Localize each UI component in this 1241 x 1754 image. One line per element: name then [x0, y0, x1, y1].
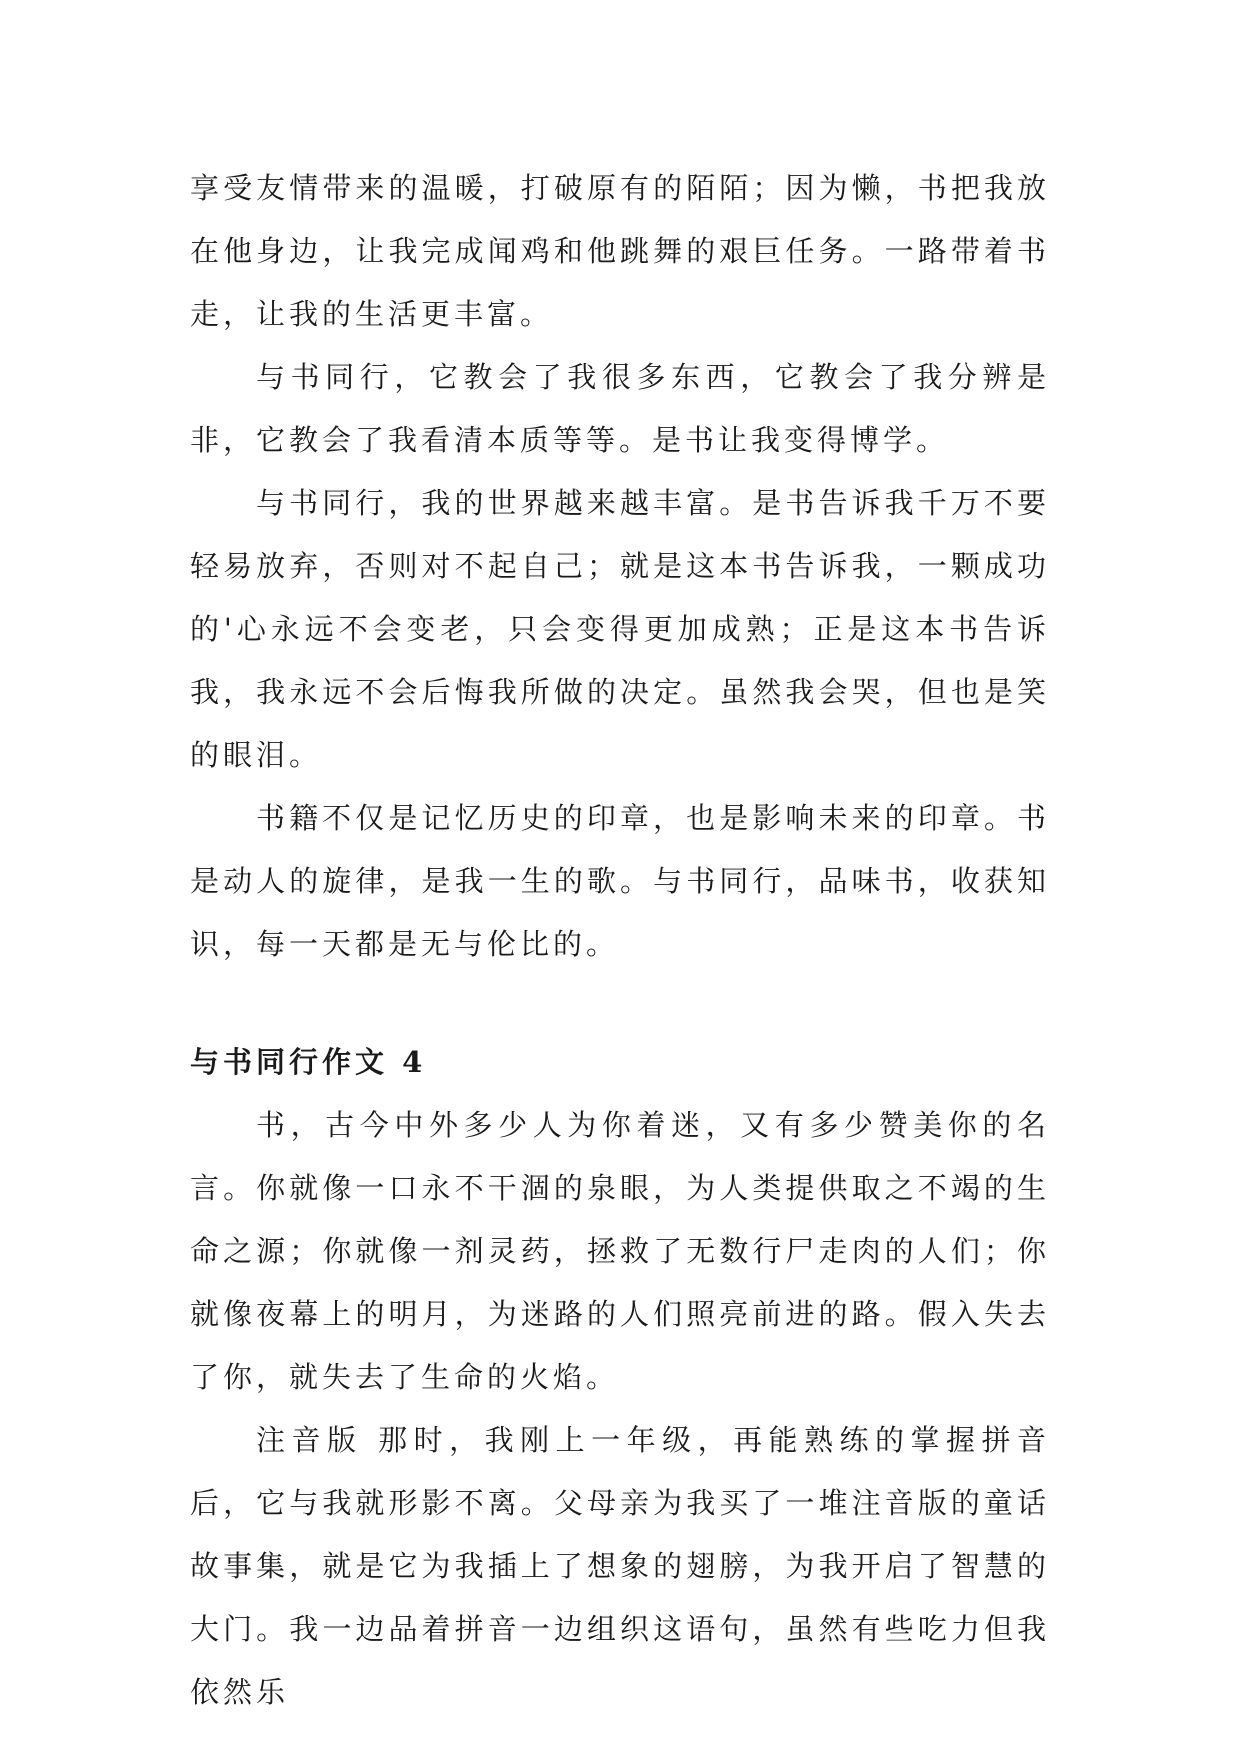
paragraph-3: 与书同行，我的世界越来越丰富。是书告诉我千万不要轻易放弃，否则对不起自己；就是这本书告诉我，一颗成功的'心永远不会变老，只会变得更加成熟；正是这本书告诉我，我永远不会后悔我所做的决定。虽然我会哭，但也是笑的眼泪。: [190, 486, 1050, 772]
section-heading: 与书同行作文 4: [190, 1045, 427, 1079]
paragraph-2: 与书同行，它教会了我很多东西，它教会了我分辨是非，它教会了我看清本质等等。是书让我变得博学。: [190, 360, 1050, 457]
paragraph-5: 书，古今中外多少人为你着迷，又有多少赞美你的名言。你就像一口永不干涸的泉眼，为人类提供取之不竭的生命之源；你就像一剂灵药，拯救了无数行尸走肉的人们；你就像夜幕上的明月，为迷路的人们照亮前进的路。假入失去了你，就失去了生命的火焰。: [190, 1108, 1050, 1394]
paragraph-4: 书籍不仅是记忆历史的印章，也是影响未来的印章。书是动人的旋律，是我一生的歌。与书同行，品味书，收获知识，每一天都是无与伦比的。: [190, 801, 1050, 961]
paragraph-1: 享受友情带来的温暖，打破原有的陌陌；因为懒，书把我放在他身边，让我完成闻鸡和他跳舞的艰巨任务。一路带着书走，让我的生活更丰富。: [190, 171, 1050, 331]
document-body: [190, 157, 1050, 1724]
paragraph-6: 注音版 那时，我刚上一年级，再能熟练的掌握拼音后，它与我就形影不离。父母亲为我买了一堆注音版的童话故事集，就是它为我插上了想象的翅膀，为我开启了智慧的大门。我一边品着拼音一边组织这语句，虽然有些吃力但我依然乐: [190, 1423, 1050, 1709]
